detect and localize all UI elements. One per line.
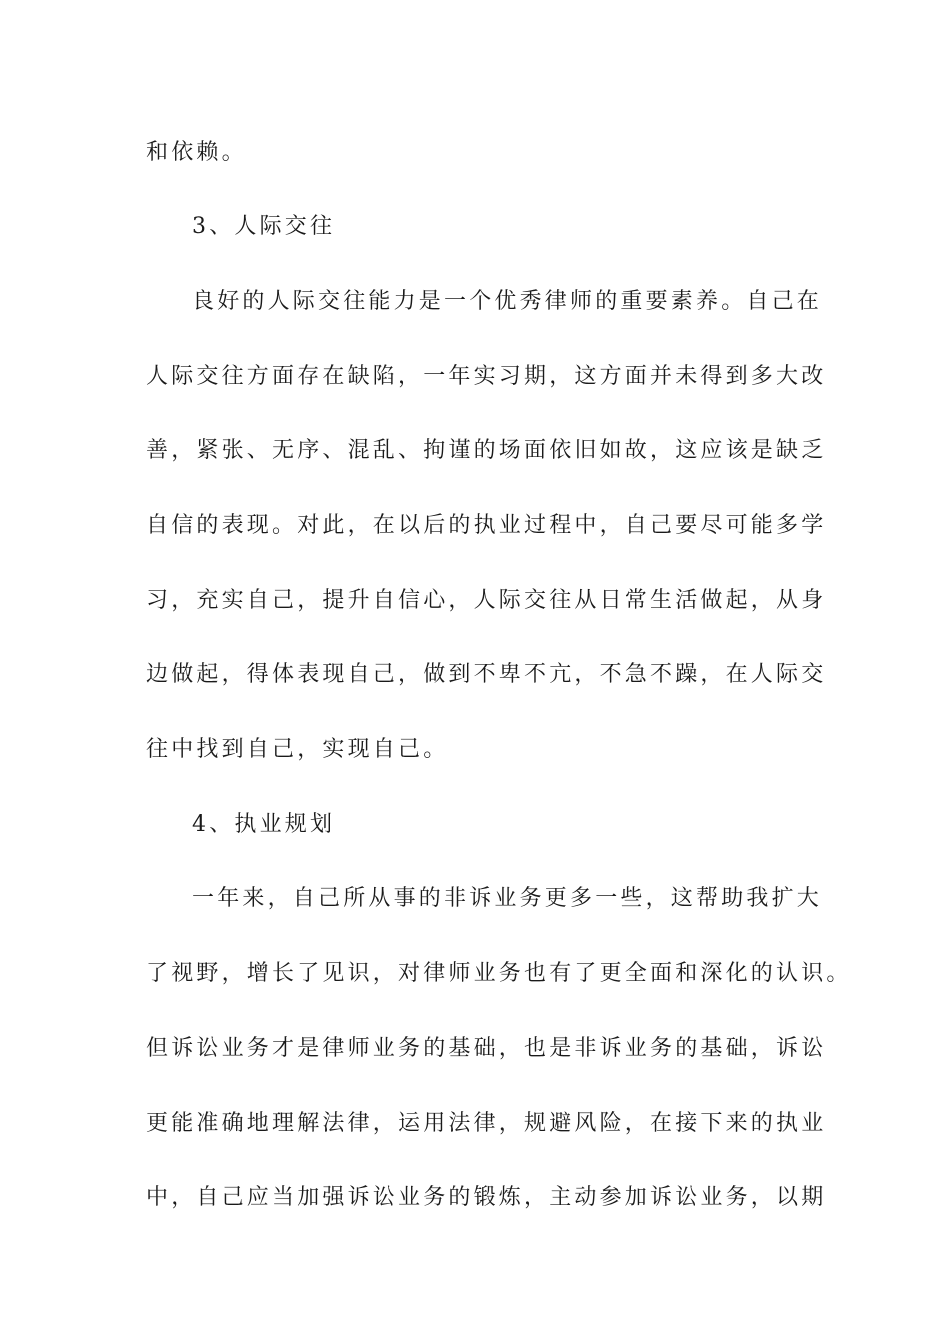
paragraph-line: 了视野，增长了见识，对律师业务也有了更全面和深化的认识。 (146, 961, 852, 986)
paragraph-line: 中，自己应当加强诉讼业务的锻炼，主动参加诉讼业务，以期 (146, 1185, 827, 1210)
paragraph-line: 更能准确地理解法律，运用法律，规避风险，在接下来的执业 (146, 1111, 827, 1136)
paragraph-line: 良好的人际交往能力是一个优秀律师的重要素养。自己在 (192, 289, 823, 314)
paragraph-line: 善，紧张、无序、混乱、拘谨的场面依旧如故，这应该是缺乏 (146, 438, 827, 463)
paragraph-line: 和依赖。 (146, 140, 247, 165)
paragraph-line: 一年来，自己所从事的非诉业务更多一些，这帮助我扩大 (192, 886, 823, 911)
paragraph-line: 自信的表现。对此，在以后的执业过程中，自己要尽可能多学 (146, 513, 827, 538)
section-heading-interpersonal: 3、人际交往 (192, 214, 336, 239)
paragraph-line: 边做起，得体表现自己，做到不卑不亢，不急不躁，在人际交 (146, 662, 827, 687)
paragraph-line: 人际交往方面存在缺陷，一年实习期，这方面并未得到多大改 (146, 364, 827, 389)
section-heading-practice-plan: 4、执业规划 (192, 812, 336, 837)
paragraph-line: 习，充实自己，提升自信心，人际交往从日常生活做起，从身 (146, 588, 827, 613)
paragraph-line: 但诉讼业务才是律师业务的基础，也是非诉业务的基础，诉讼 (146, 1036, 827, 1061)
paragraph-line: 往中找到自己，实现自己。 (146, 737, 449, 762)
